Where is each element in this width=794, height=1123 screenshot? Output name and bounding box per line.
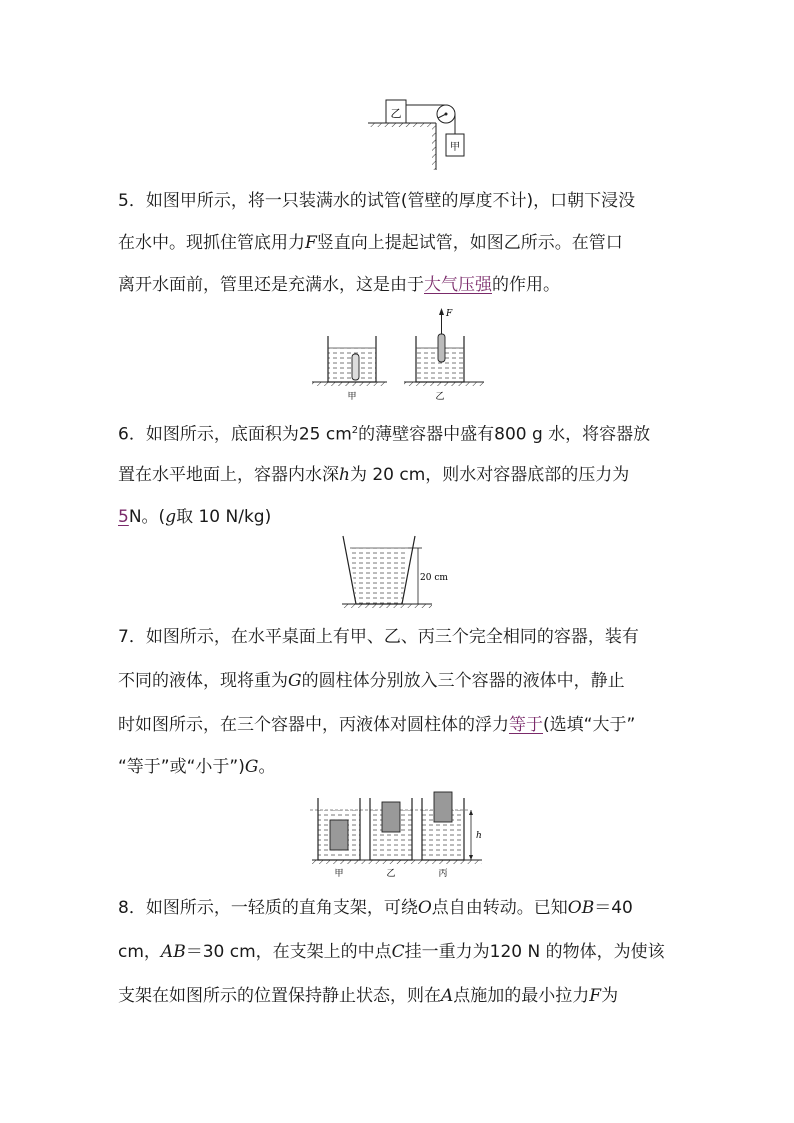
label-bing-7: 丙 (438, 869, 448, 879)
q6-line-2: 置在水平地面上，容器内水深h为 20 cm，则水对容器底部的压力为 (118, 465, 630, 485)
three-containers-figure (310, 788, 490, 880)
q6-line-1: 6．如图所示，底面积为25 $cm^2$的薄壁容器中盛有800 g 水，将容器放 (118, 424, 651, 445)
q7-line-1: 7．如图所示，在水平桌面上有甲、乙、丙三个完全相同的容器，装有 (118, 627, 639, 647)
q7-line-4: “等于”或“小于”)G。 (118, 757, 276, 777)
q5-line-2: 在水中。现抓住管底用力F竖直向上提起试管，如图乙所示。在管口 (118, 233, 623, 253)
label-yi-7: 乙 (386, 869, 396, 879)
box-yi-label: 乙 (390, 107, 402, 120)
pulley-figure (366, 96, 476, 176)
question-6 (118, 420, 688, 530)
q8-line-3: 支架在如图所示的位置保持静止状态，则在A点施加的最小拉力F为 (118, 986, 619, 1006)
q8-line-1: 8．如图所示，一轻质的直角支架，可绕O点自由转动。已知OB＝40 (118, 898, 633, 918)
force-label: F (446, 309, 453, 319)
q6-answer: 5 (118, 507, 129, 527)
q8-line-2: cm，AB＝30 cm，在支架上的中点C挂一重力为120 N 的物体，为使该 (118, 942, 665, 962)
label-yi: 乙 (435, 392, 445, 402)
test-tube-figure (312, 306, 492, 406)
label-jia-7: 甲 (334, 869, 344, 879)
label-jia: 甲 (347, 392, 357, 402)
question-7 (118, 626, 688, 776)
q7-answer: 等于 (509, 715, 543, 735)
q7-line-2: 不同的液体，现将重为G的圆柱体分别放入三个容器的液体中，静止 (118, 671, 625, 691)
q6-line-3: 5N。(g取 10 N/kg) (118, 507, 272, 527)
q5-answer: 大气压强 (424, 275, 492, 295)
question-8 (118, 897, 688, 1007)
q5-line-1: 5．如图甲所示，将一只装满水的试管(管壁的厚度不计)，口朝下浸没 (118, 191, 636, 211)
q5-line-3: 离开水面前，管里还是充满水，这是由于大气压强的作用。 (118, 275, 560, 295)
q7-line-3: 时如图所示，在三个容器中，丙液体对圆柱体的浮力等于(选填“大于” (118, 715, 636, 735)
box-jia-label: 甲 (450, 142, 460, 153)
question-5 (118, 190, 688, 300)
container-figure (338, 536, 448, 616)
h-label: h (476, 831, 482, 841)
depth-label: 20 cm (420, 573, 448, 583)
